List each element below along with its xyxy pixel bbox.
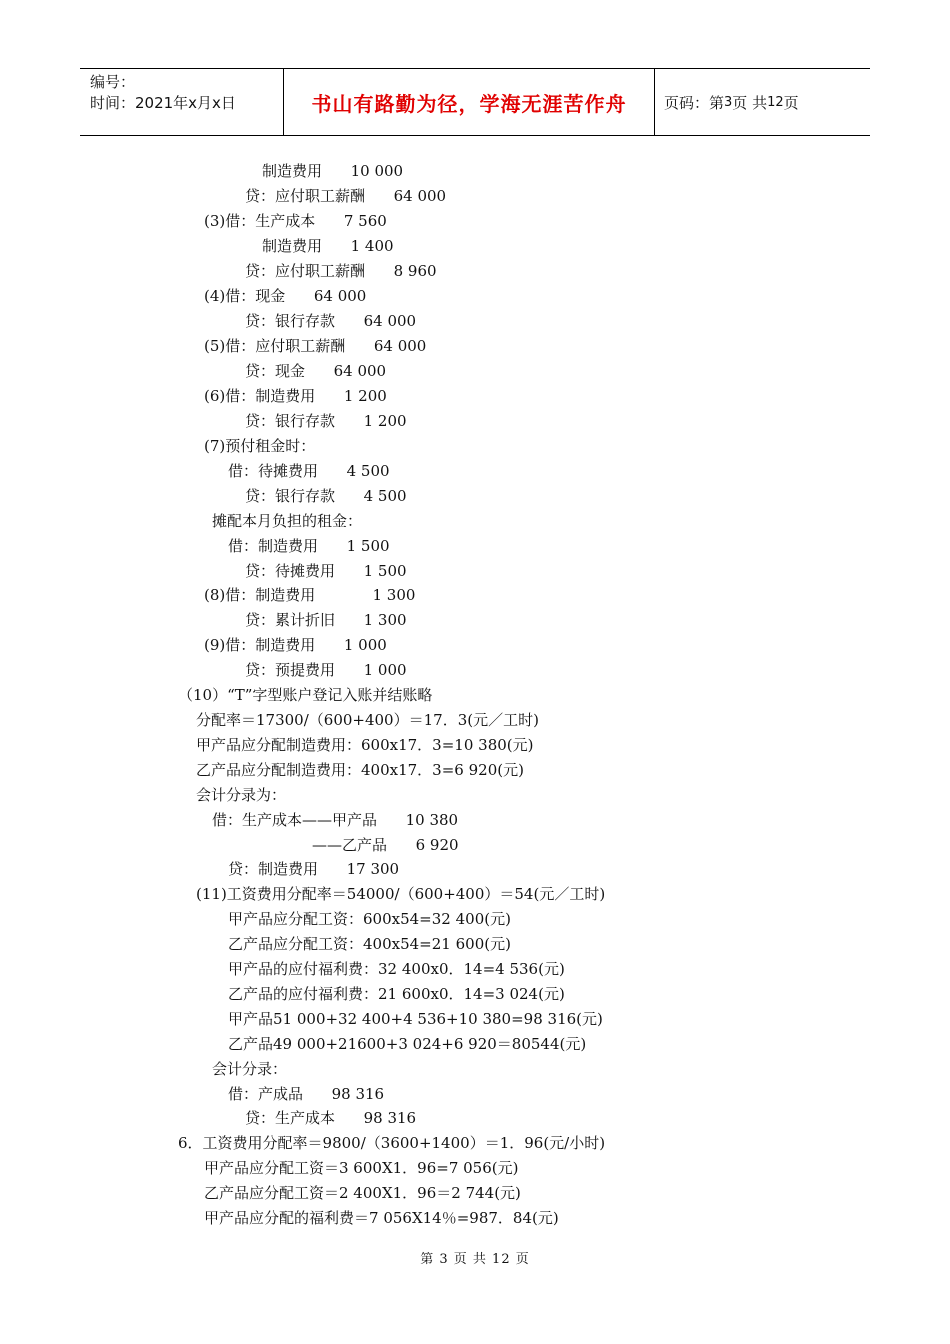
page-suffix: 页 xyxy=(783,93,799,112)
text-line: 借：制造费用 1 500 xyxy=(228,537,390,555)
document-date: 时间：2021年x月x日 xyxy=(90,94,236,112)
text-line: 借：待摊费用 4 500 xyxy=(228,462,390,480)
text-line: 6．工资费用分配率＝9800/（3600+1400）＝1．96(元/小时) xyxy=(178,1134,606,1152)
text-line: 乙产品的应付福利费：21 600x0．14=3 024(元) xyxy=(228,985,565,1003)
text-line: 贷：生产成本 98 316 xyxy=(245,1109,417,1127)
text-line: 借：产成品 98 316 xyxy=(228,1085,385,1103)
text-line: 乙产品49 000+21600+3 024+6 920＝80544(元) xyxy=(228,1035,587,1053)
document-number-label: 编号： xyxy=(90,73,136,91)
text-line: 甲产品51 000+32 400+4 536+10 380=98 316(元) xyxy=(228,1010,603,1028)
text-line: 制造费用 1 400 xyxy=(262,237,394,255)
text-line: (5)借：应付职工薪酬 64 000 xyxy=(204,337,427,355)
text-line: 贷：银行存款 4 500 xyxy=(245,487,407,505)
motto-text: 书山有路勤为径，学海无涯苦作舟 xyxy=(311,91,627,116)
page-footer: 第 3 页 共 12 页 xyxy=(420,1252,530,1267)
text-line: 乙产品应分配制造费用：400x17．3=6 920(元) xyxy=(196,761,524,779)
text-line: 甲产品应分配工资：600x54=32 400(元) xyxy=(228,910,511,928)
text-line: (9)借：制造费用 1 000 xyxy=(204,636,387,654)
text-line: 贷：银行存款 64 000 xyxy=(245,312,417,330)
text-line: 甲产品应分配的福利费＝7 056X14％=987．84(元) xyxy=(204,1209,559,1227)
text-line: (3)借：生产成本 7 560 xyxy=(204,212,387,230)
text-line: 贷：应付职工薪酬 8 960 xyxy=(245,262,437,280)
text-line: 甲产品应分配制造费用：600x17．3=10 380(元) xyxy=(196,736,534,754)
text-line: (11)工资费用分配率＝54000/（600+400）＝54(元／工时) xyxy=(196,885,606,903)
text-line: 贷：银行存款 1 200 xyxy=(245,412,407,430)
text-line: 制造费用 10 000 xyxy=(262,162,404,180)
text-line: 乙产品应分配工资＝2 400X1．96＝2 744(元) xyxy=(204,1184,521,1202)
text-line: 贷：制造费用 17 300 xyxy=(228,860,400,878)
text-line: （10）“T”字型账户登记入账并结账略 xyxy=(178,686,433,704)
text-line: (8)借：制造费用 1 300 xyxy=(204,586,416,604)
text-line: 借：生产成本——甲产品 10 380 xyxy=(212,811,459,829)
text-line: 乙产品应分配工资：400x54=21 600(元) xyxy=(228,935,511,953)
text-line: 贷：应付职工薪酬 64 000 xyxy=(245,187,447,205)
text-line: 会计分录为： xyxy=(196,786,287,804)
text-line: (4)借：现金 64 000 xyxy=(204,287,367,305)
page-current: 3 xyxy=(724,94,733,110)
text-line: 会计分录： xyxy=(212,1060,288,1078)
text-line: 贷：累计折旧 1 300 xyxy=(245,611,407,629)
text-line: 贷：现金 64 000 xyxy=(245,362,387,380)
text-line: (6)借：制造费用 1 200 xyxy=(204,387,387,405)
text-line: ——乙产品 6 920 xyxy=(312,836,459,854)
text-line: 摊配本月负担的租金： xyxy=(212,512,363,530)
text-line: 贷：待摊费用 1 500 xyxy=(245,562,407,580)
text-line: (7)预付租金时： xyxy=(204,437,316,455)
text-line: 甲产品的应付福利费：32 400x0．14=4 536(元) xyxy=(228,960,565,978)
page-total: 12 xyxy=(767,94,784,110)
text-line: 甲产品应分配工资＝3 600X1．96=7 056(元) xyxy=(204,1159,519,1177)
page-prefix: 页码：第 xyxy=(664,93,725,112)
page-mid: 页 共 xyxy=(732,93,768,112)
text-line: 分配率＝17300/（600+400）＝17．3(元／工时) xyxy=(196,711,539,729)
text-line: 贷：预提费用 1 000 xyxy=(245,661,407,679)
